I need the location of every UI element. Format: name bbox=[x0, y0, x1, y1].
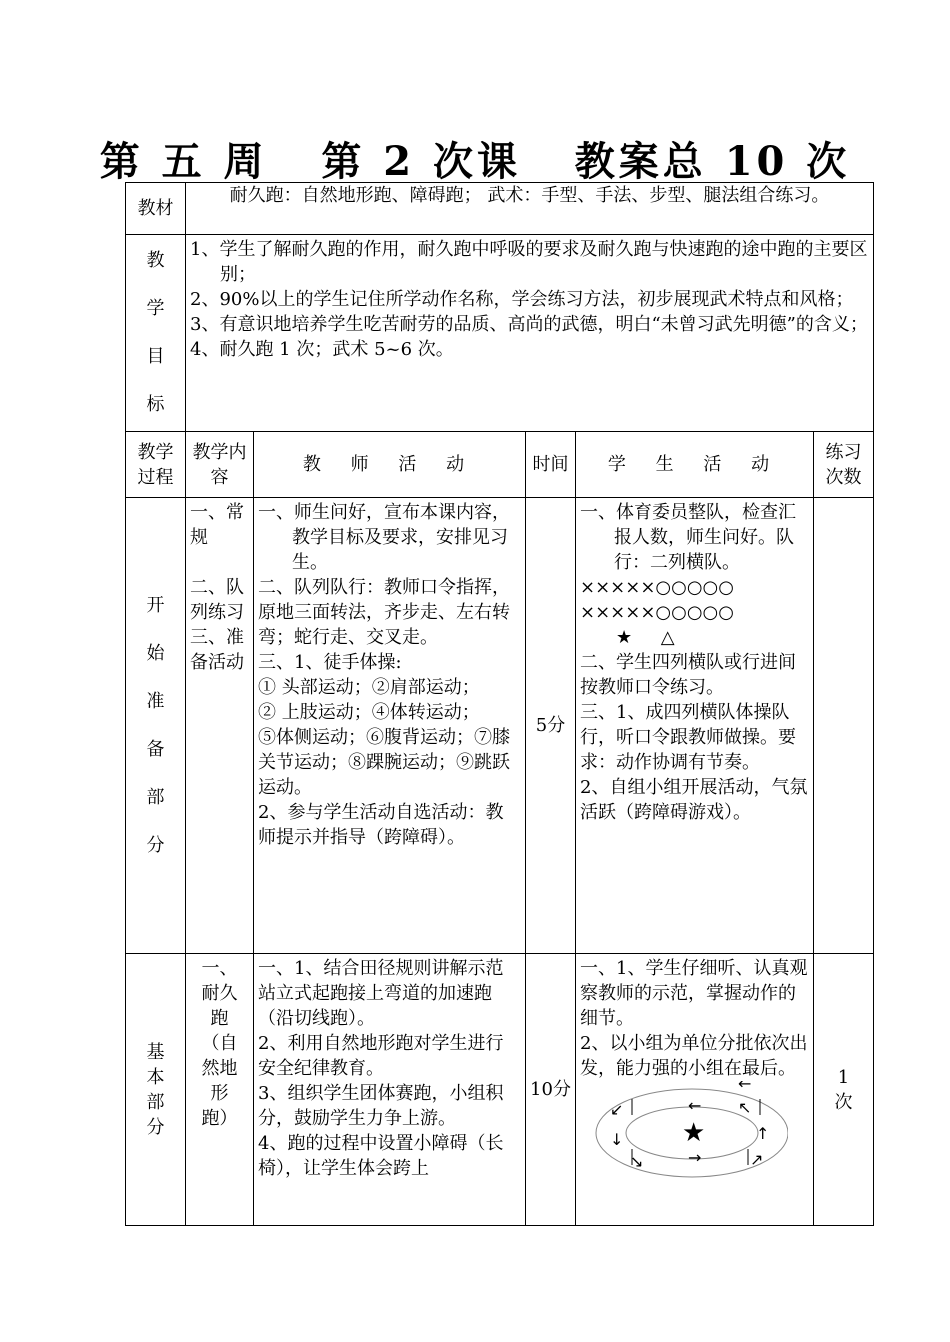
phase-main-label: 基 本 部 分 bbox=[126, 954, 186, 1226]
header-process: 教学过程 bbox=[126, 432, 186, 498]
teacher-star-icon: ★ bbox=[682, 1118, 706, 1148]
section-start-row bbox=[126, 498, 874, 954]
content-cell: 一、常规 二、队列练习 三、准备活动 bbox=[186, 498, 254, 954]
teacher-activity-cell: 一、师生问好，宣布本课内容，教学目标及要求，安排见习生。 二、队列队行：教师口令指挥，原地三面转法，齐步走、左右转弯；蛇行走、交叉走。 三、1、徒手体操: ① 头部运动；②肩部运动； ② 上肢运动；④体转运动； ⑤体侧运动；⑥腹背运动；⑦膝关节运动；⑧踝腕运动；⑨跳跃运动。 2、参与学生活动自选活动：教师提示并指导（跨障碍）。 bbox=[254, 498, 526, 954]
phase-start-label: 开 始 准 备 部 分 bbox=[126, 498, 186, 954]
section-main-row bbox=[126, 954, 874, 1226]
goals-row bbox=[126, 235, 874, 432]
goals-list bbox=[186, 235, 874, 432]
content-cell: 一、 耐久 跑 （自 然地 形 跑） bbox=[186, 954, 254, 1226]
arrow-down-left-icon: ↙ bbox=[610, 1100, 624, 1119]
student-activity-cell: 一、1、学生仔细听、认真观察教师的示范，掌握动作的细节。 2、以小组为单位分批依次出发，能力强的小组在最后。 ★ ← ← → ↙ ↓ ↘ ↖ ↑ ↗ bbox=[576, 954, 814, 1226]
material-label: 教材 bbox=[126, 183, 186, 235]
count-cell: 1 次 bbox=[814, 954, 874, 1226]
page-title: 第 五 周 第 2 次课 教案总 10 次 bbox=[99, 138, 851, 185]
running-route-diagram bbox=[588, 1081, 788, 1181]
arrow-right-icon: → bbox=[688, 1148, 702, 1167]
arrow-down-right-icon: ↘ bbox=[630, 1152, 644, 1171]
student-activity-cell: 一、体育委员整队，检查汇报人数，师生问好。队行：二列横队。 ×××××○○○○○ ×××××○○○○○ ★ △ 二、学生四列横队或行进间按教师口令练习。 三、1、成四列横队体操队行，听口令跟教师做操。要求：动作协调有节奏。 2、自组小组开展活动，气氛活跃（跨障碍游戏）。 bbox=[576, 498, 814, 954]
arrow-down-icon: ↓ bbox=[610, 1130, 624, 1149]
lesson-plan-table bbox=[125, 182, 874, 1226]
header-content: 教学内容 bbox=[186, 432, 254, 498]
goal-item: 1、学生了解耐久跑的作用，耐久跑中呼吸的要求及耐久跑与快速跑的途中跑的主要区别； bbox=[190, 239, 868, 285]
material-text: 耐久跑：自然地形跑、障碍跑； 武术：手型、手法、步型、腿法组合练习。 bbox=[186, 183, 874, 235]
goal-item: 3、有意识地培养学生吃苦耐劳的品质、高尚的武德，明白“未曾习武先明德”的含义； bbox=[190, 314, 868, 335]
arrow-up-icon: ↑ bbox=[756, 1124, 770, 1143]
header-teacher: 教 师 活 动 bbox=[254, 432, 526, 498]
teacher-activity-cell: 一、1、结合田径规则讲解示范站立式起跑接上弯道的加速跑（沿切线跑）。 2、利用自然地形跑对学生进行安全纪律教育。 3、组织学生团体赛跑，小组积分，鼓励学生力争上游。 4、跑的过程中设置小障碍（长椅），让学生体会跨上 bbox=[254, 954, 526, 1226]
arrow-left-icon: ← bbox=[688, 1096, 702, 1115]
arrow-up-right-icon: ↗ bbox=[750, 1150, 764, 1169]
running-route-svg bbox=[588, 1081, 788, 1181]
header-time: 时间 bbox=[526, 432, 576, 498]
count-cell bbox=[814, 498, 874, 954]
header-student: 学 生 活 动 bbox=[576, 432, 814, 498]
goal-item: 4、耐久跑 1 次；武术 5~6 次。 bbox=[190, 339, 454, 360]
time-cell: 10分 bbox=[526, 954, 576, 1226]
goal-item: 2、90%以上的学生记住所学动作名称，学会练习方法，初步展现武术特点和风格； bbox=[190, 289, 854, 310]
time-cell: 5分 bbox=[526, 498, 576, 954]
material-row bbox=[126, 183, 874, 235]
header-count: 练习次数 bbox=[814, 432, 874, 498]
header-row bbox=[126, 432, 874, 498]
arrow-left-icon: ← bbox=[738, 1081, 752, 1093]
goals-label: 教 学 目 标 bbox=[126, 235, 186, 432]
arrow-up-left-icon: ↖ bbox=[738, 1098, 752, 1117]
